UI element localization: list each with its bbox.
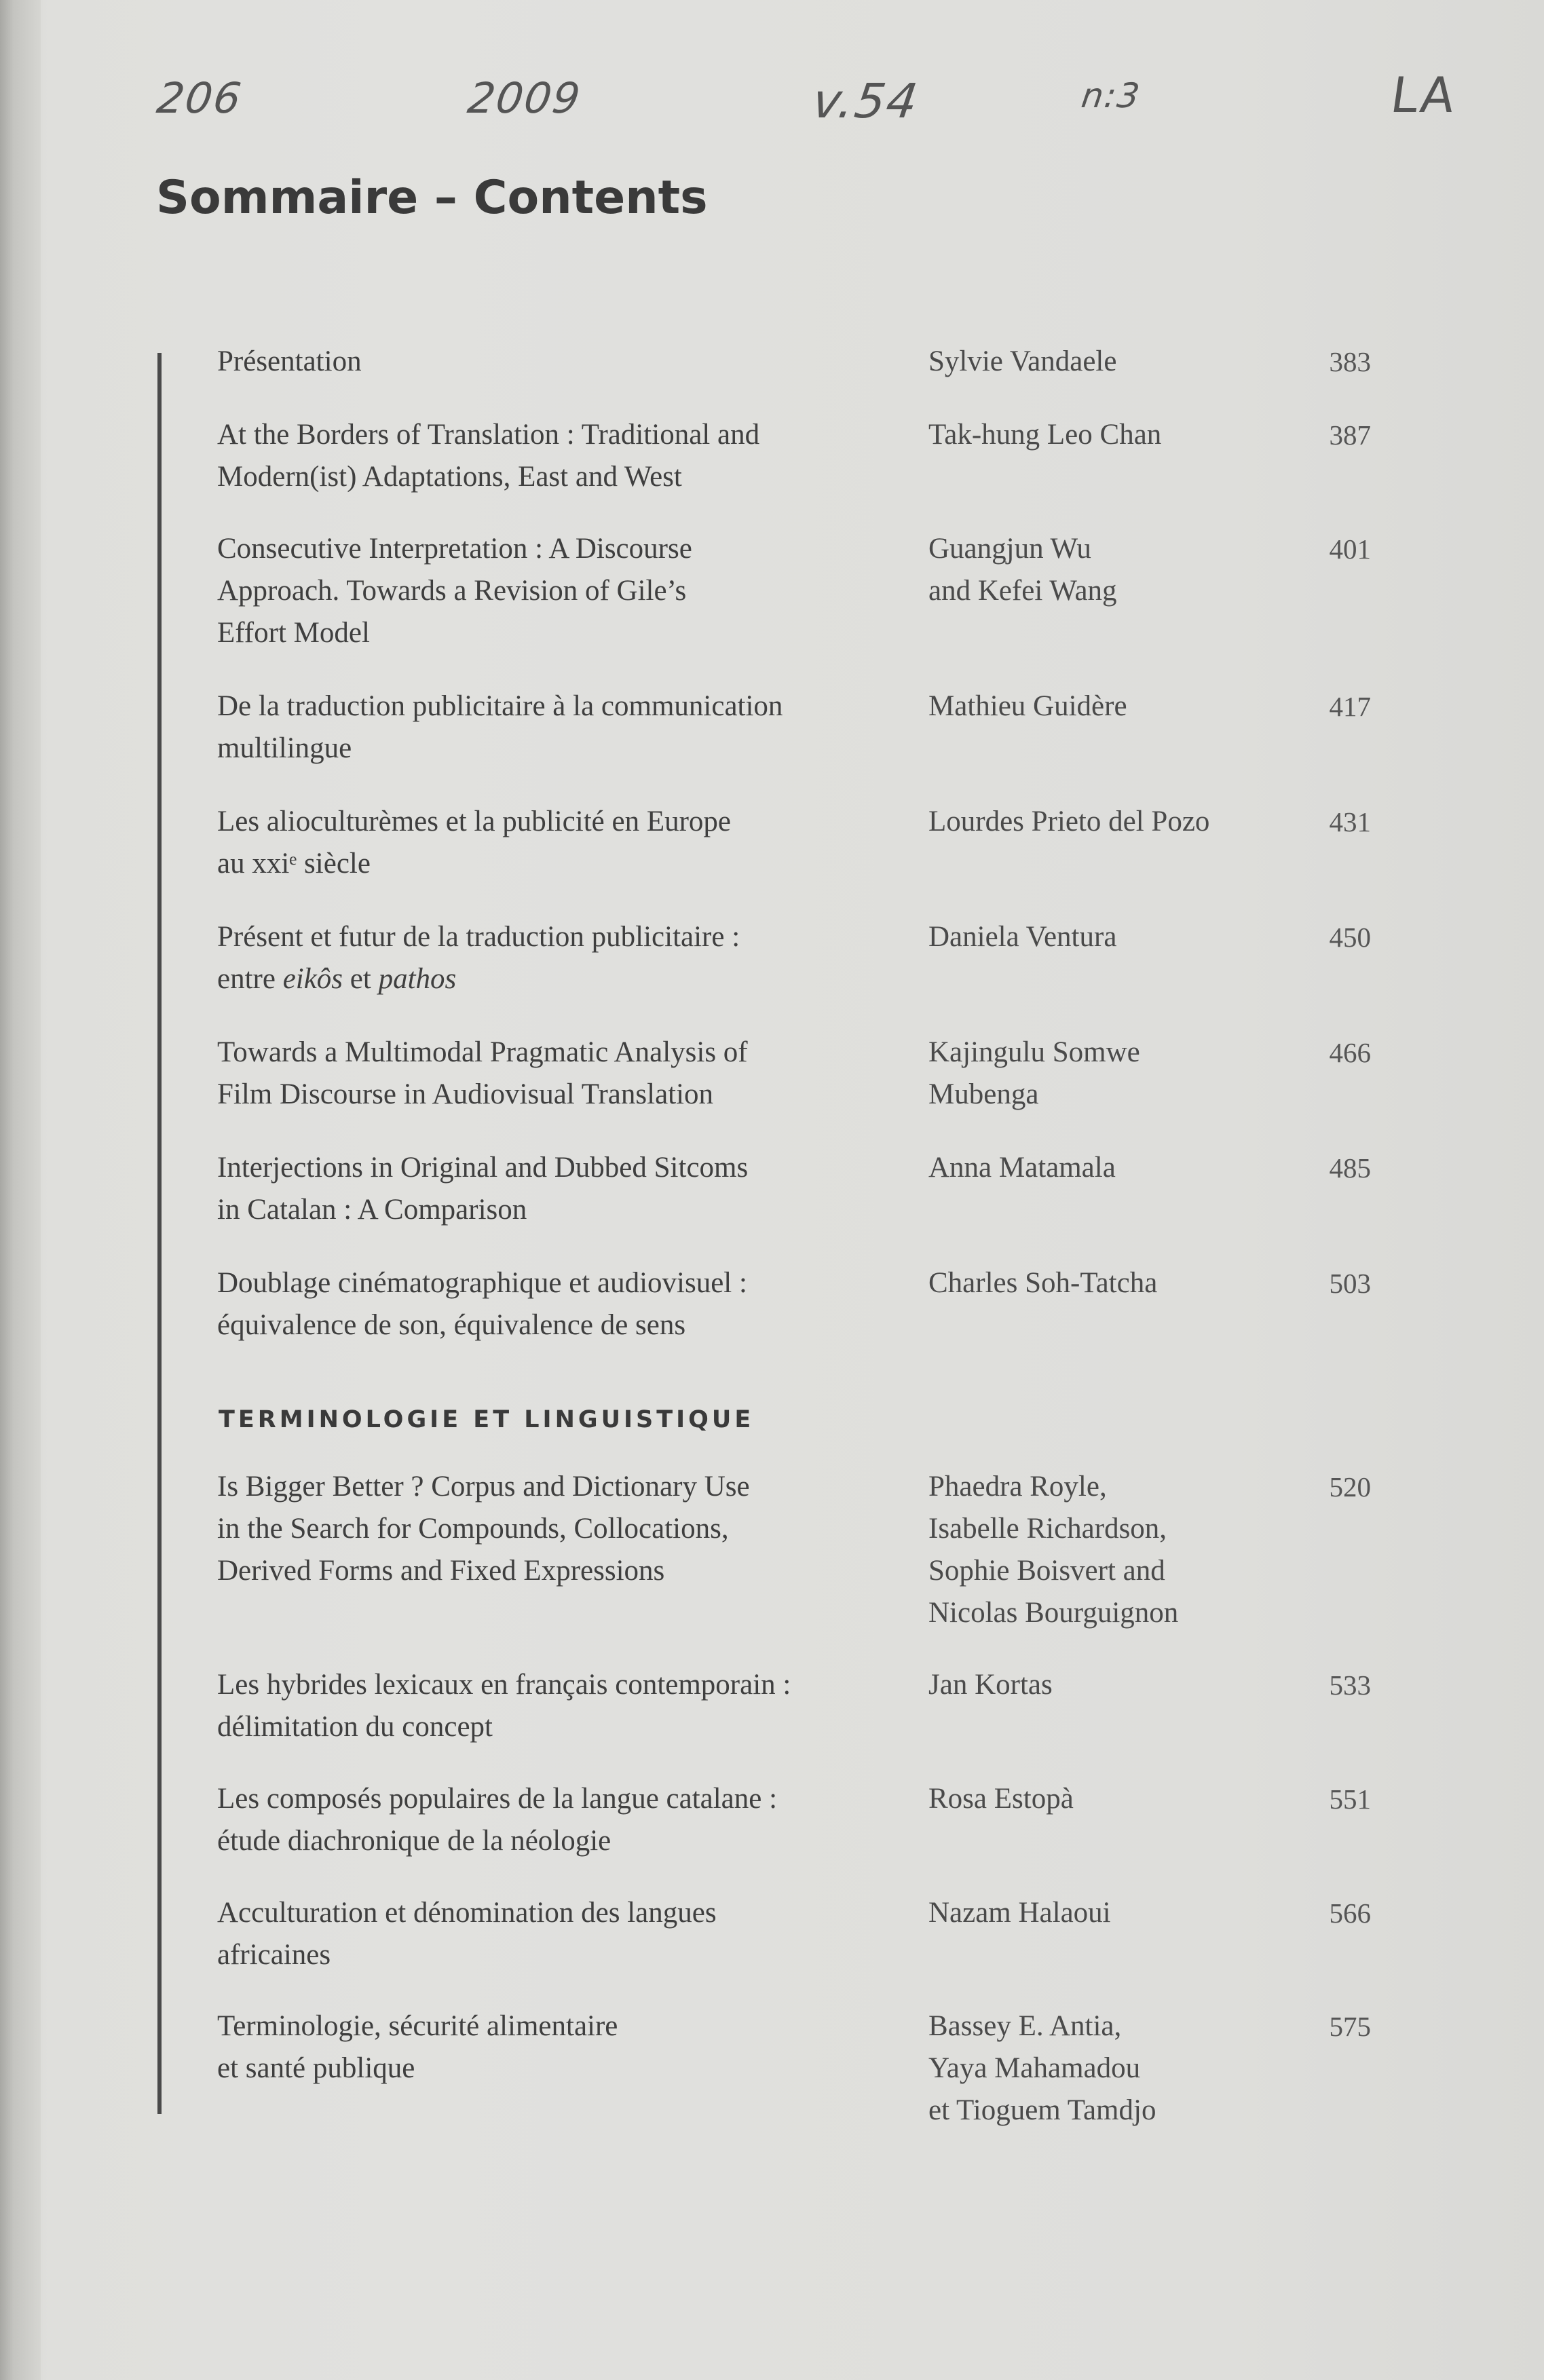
entry-page: 417 [1329, 691, 1371, 722]
entry-page: 566 [1329, 1897, 1371, 1929]
handwritten-note-3: v.54 [809, 73, 922, 129]
entry-author: Daniela Ventura [928, 921, 1117, 953]
entry-page: 401 [1329, 533, 1371, 565]
entry-page: 450 [1329, 922, 1371, 953]
entry-page: 551 [1329, 1783, 1371, 1815]
entry-title: Présentation [217, 345, 362, 377]
entry-title: Consecutive Interpretation : A Discourse Approach. Towards a Revision of Gile’s Effort Model [217, 533, 692, 649]
entry-title: Is Bigger Better ? Corpus and Dictionary Use in the Search for Compounds, Collocations, Derived Forms and Fixed Expressions [217, 1471, 750, 1587]
entry-page: 575 [1329, 2011, 1371, 2042]
entry-author: Nazam Halaoui [928, 1897, 1111, 1929]
entry-title: Doublage cinématographique et audiovisuel : équivalence de son, équivalence de sens [217, 1267, 747, 1341]
entry-title: Acculturation et dénomination des langues africaines [217, 1897, 717, 1971]
entry-title: De la traduction publicitaire à la communication multilingue [217, 690, 783, 764]
entry-page: 485 [1329, 1152, 1371, 1184]
handwritten-note-4: n:3 [1078, 76, 1144, 115]
entry-title: Terminologie, sécurité alimentaire et santé publique [217, 2010, 618, 2084]
entry-title: Présent et futur de la traduction publicitaire : entre eikôs et pathos [217, 921, 740, 995]
entry-page: 383 [1329, 346, 1371, 377]
entry-page: 520 [1329, 1471, 1371, 1503]
vertical-rule [157, 353, 162, 2114]
entry-title: Les composés populaires de la langue catalane : étude diachronique de la néologie [217, 1783, 778, 1857]
entry-title: Les hybrides lexicaux en français contemporain : délimitation du concept [217, 1669, 791, 1743]
page-title: Sommaire – Contents [156, 171, 708, 225]
handwritten-note-5: LA [1387, 67, 1460, 124]
entry-author: Sylvie Vandaele [928, 345, 1117, 377]
entry-page: 466 [1329, 1037, 1371, 1068]
entry-author: Jan Kortas [928, 1669, 1053, 1701]
handwritten-note-1: 206 [153, 73, 246, 123]
entry-page: 533 [1329, 1669, 1371, 1701]
entry-title: At the Borders of Translation : Traditional and Modern(ist) Adaptations, East and West [217, 419, 760, 493]
entry-author: Tak-hung Leo Chan [928, 419, 1162, 451]
entry-title: Interjections in Original and Dubbed Sitcoms in Catalan : A Comparison [217, 1152, 749, 1226]
entry-page: 431 [1329, 806, 1371, 837]
entry-page: 503 [1329, 1268, 1371, 1299]
entry-author: Phaedra Royle, Isabelle Richardson, Sophie Boisvert and Nicolas Bourguignon [928, 1471, 1179, 1629]
entry-author: Bassey E. Antia, Yaya Mahamadou et Tioguem Tamdjo [928, 2010, 1156, 2126]
entry-title: Les alioculturèmes et la publicité en Europe au xxiᵉ siècle [217, 806, 731, 880]
handwritten-note-2: 2009 [464, 73, 584, 123]
entry-author: Charles Soh-Tatcha [928, 1267, 1158, 1299]
entry-page: 387 [1329, 419, 1371, 451]
entry-author: Lourdes Prieto del Pozo [928, 806, 1210, 837]
entry-author: Mathieu Guidère [928, 690, 1127, 722]
entry-author: Guangjun Wu and Kefei Wang [928, 533, 1117, 607]
entry-author: Rosa Estopà [928, 1783, 1074, 1815]
section-heading: TERMINOLOGIE ET LINGUISTIQUE [219, 1406, 755, 1433]
entry-title: Towards a Multimodal Pragmatic Analysis of Film Discourse in Audiovisual Translation [217, 1036, 748, 1110]
binding-edge [0, 0, 41, 2380]
entry-author: Kajingulu Somwe Mubenga [928, 1036, 1140, 1110]
entry-author: Anna Matamala [928, 1152, 1116, 1184]
